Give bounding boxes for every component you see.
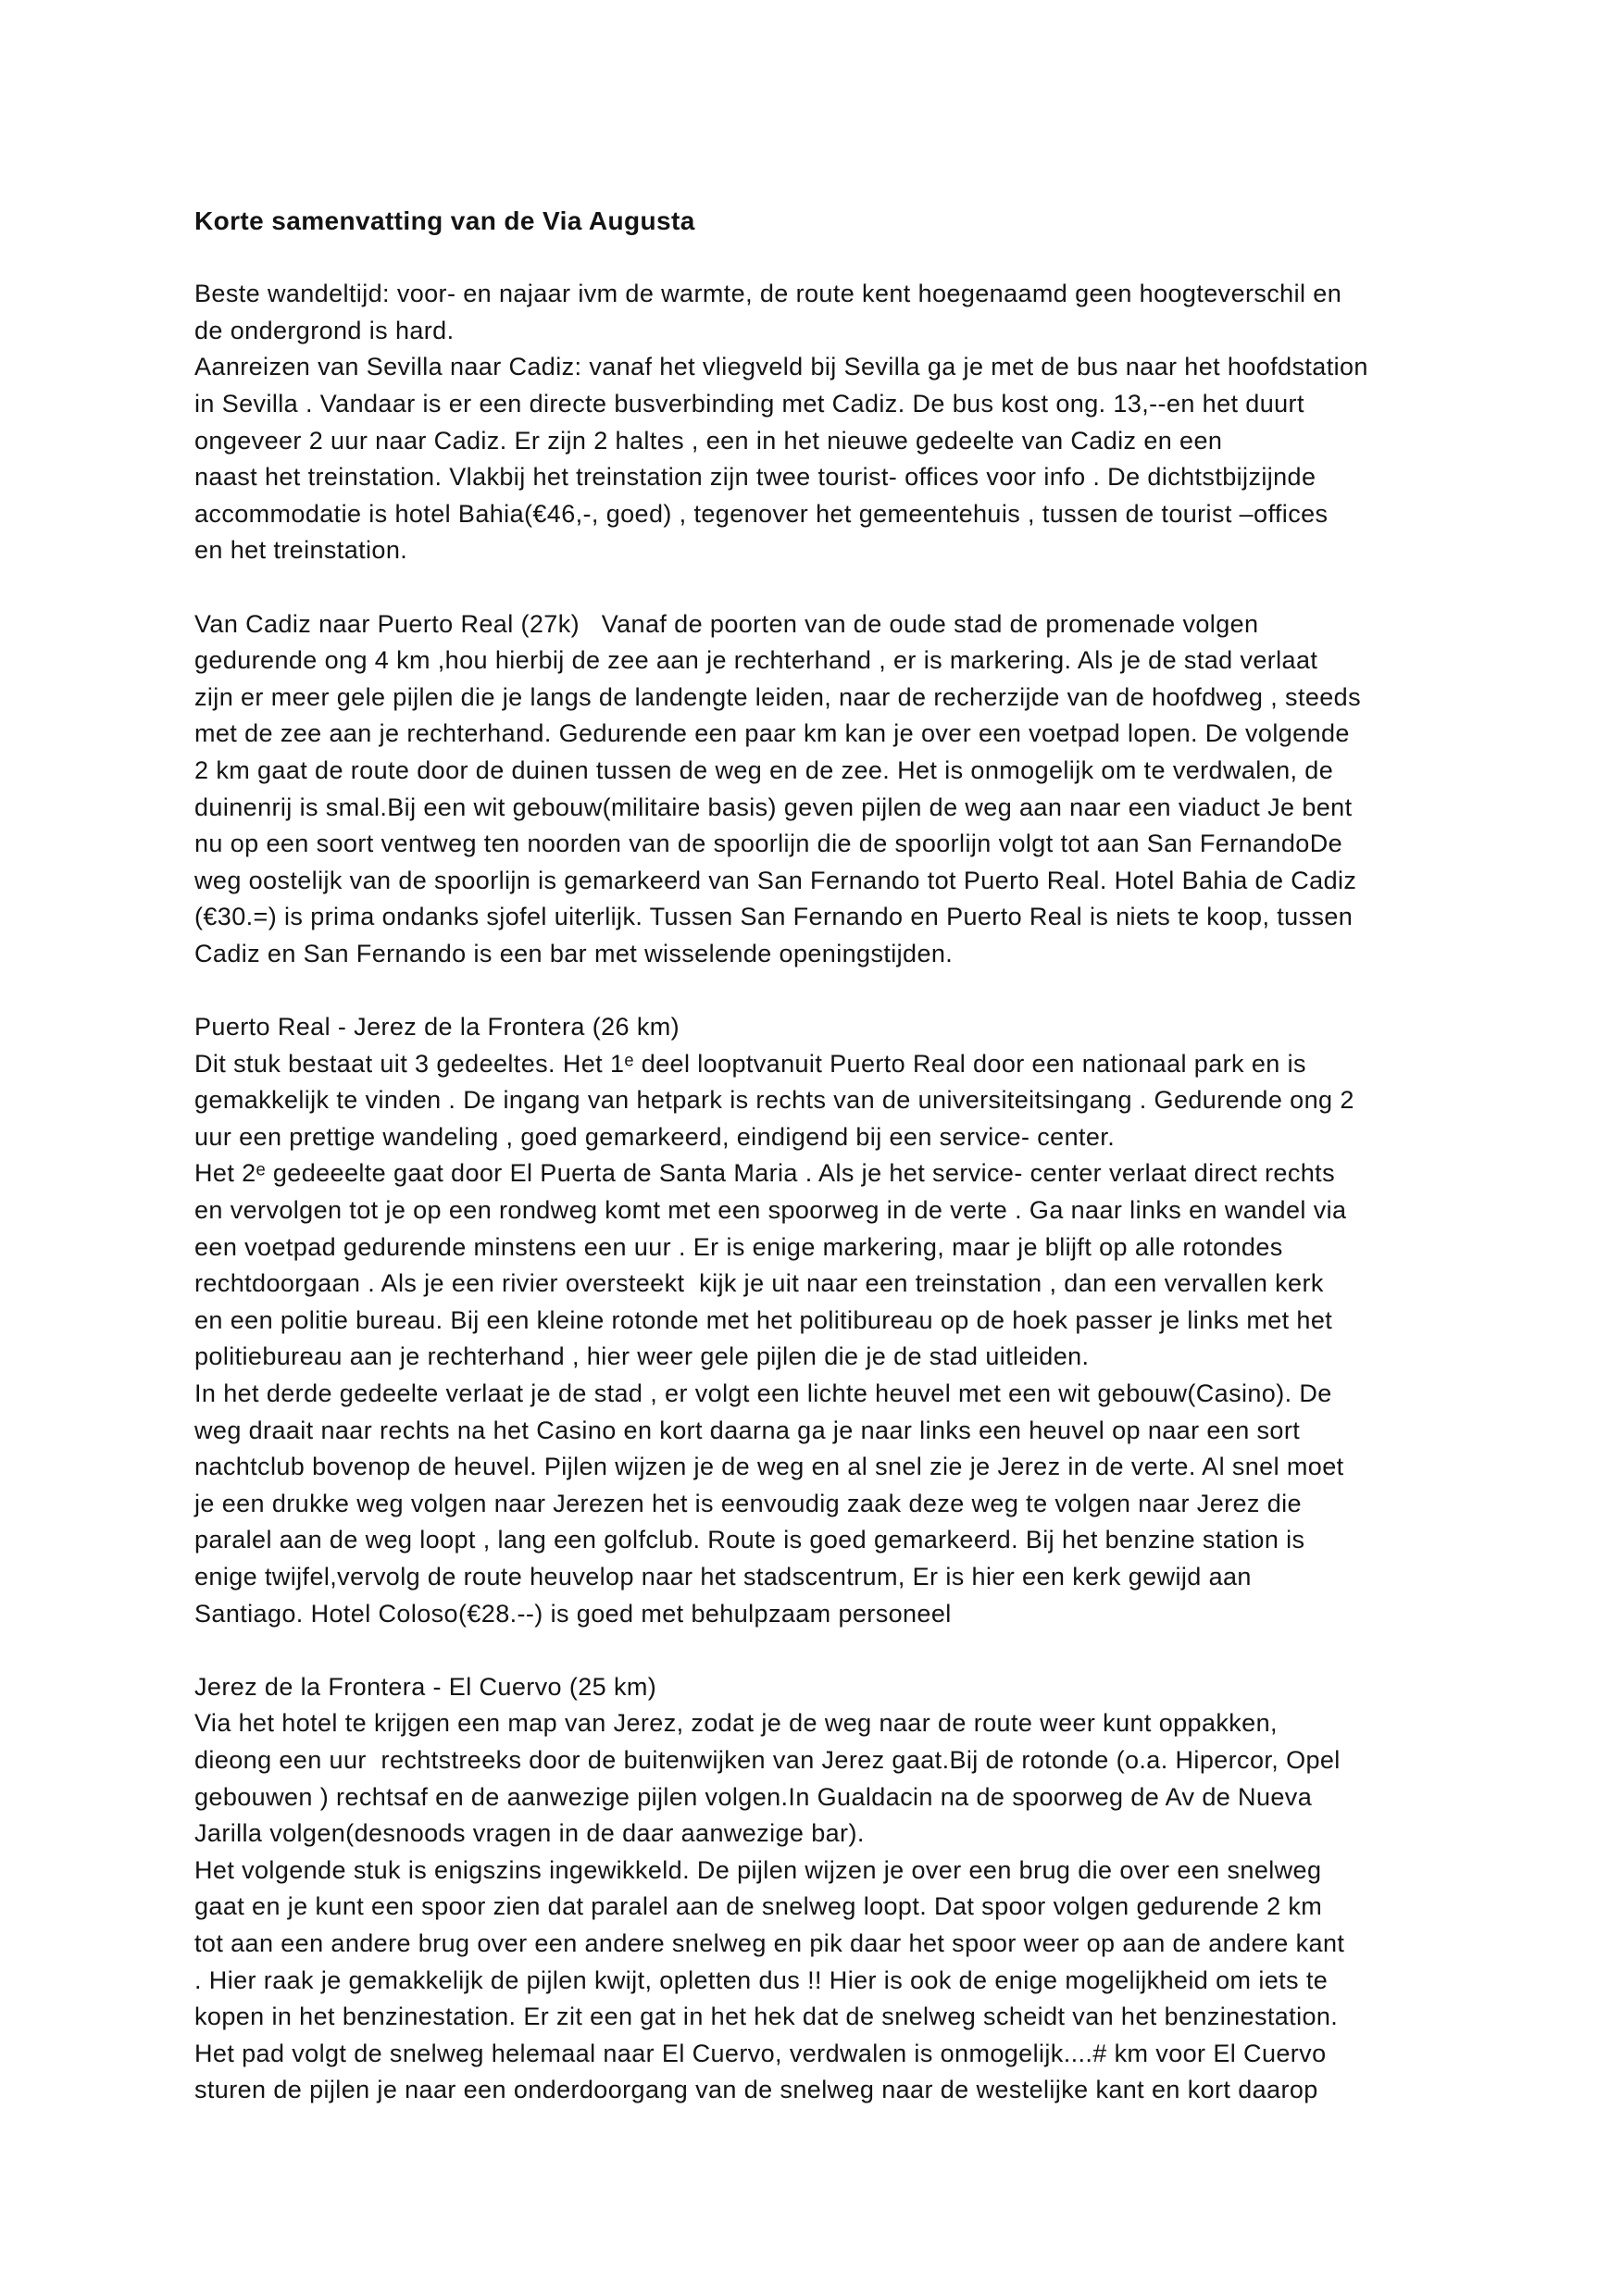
section-jerez-el-cuervo	[194, 1669, 1509, 2109]
text-line: Via het hotel te krijgen een map van Jerez, zodat je de weg naar de route weer kunt oppakken,	[194, 1709, 1278, 1738]
text-line: enige twijfel,vervolg de route heuvelop naar het stadscentrum, Er is hier een kerk gewijd aan	[194, 1562, 1252, 1591]
text-line: nu op een soort ventweg ten noorden van de spoorlijn die de spoorlijn volgt tot aan San FernandoDe	[194, 830, 1343, 858]
document-title: Korte samenvatting van de Via Augusta	[194, 206, 695, 235]
text-line: Het volgende stuk is enigszins ingewikkeld. De pijlen wijzen je over een brug die over een snelweg	[194, 1855, 1322, 1884]
text-line: Jarilla volgen(desnoods vragen in de daar aanwezige bar).	[194, 1819, 865, 1848]
text-line: nachtclub bovenop de heuvel. Pijlen wijzen je de weg en al snel zie je Jerez in de verte. Al snel moet	[194, 1453, 1344, 1481]
text-line: Beste wandeltijd: voor- en najaar ivm de warmte, de route kent hoegenaamd geen hoogteverschil en	[194, 280, 1342, 308]
text-line: duinenrij is smal.Bij een wit gebouw(militaire basis) geven pijlen de weg aan naar een viaduct Je bent	[194, 792, 1353, 821]
text-line: sturen de pijlen je naar een onderdoorgang van de snelweg naar de westelijke kant en kort daarop	[194, 2076, 1318, 2104]
text-line: zijn er meer gele pijlen die je langs de landengte leiden, naar de recherzijde van de hoofdweg , steeds	[194, 682, 1361, 711]
text-line: een voetpad gedurende minstens een uur . Er is enige markering, maar je blijft op alle rotondes	[194, 1232, 1283, 1261]
text-line: Puerto Real - Jerez de la Frontera (26 km)	[194, 1013, 680, 1042]
text-line: weg draait naar rechts na het Casino en kort daarna ga je naar links een heuvel op naar een sort	[194, 1416, 1301, 1444]
section-intro-aanreizen	[194, 276, 1509, 569]
text-line: dieong een uur rechtstreeks door de buitenwijken van Jerez gaat.Bij de rotonde (o.a. Hipercor, Opel	[194, 1745, 1341, 1774]
text-line: paralel aan de weg loopt , lang een golfclub. Route is goed gemarkeerd. Bij het benzine station is	[194, 1526, 1305, 1554]
text-line: uur een prettige wandeling , goed gemarkeerd, eindigend bij een service- center.	[194, 1122, 1116, 1151]
text-line: Aanreizen van Sevilla naar Cadiz: vanaf het vliegveld bij Sevilla ga je met de bus naar het hoofdstation	[194, 353, 1368, 381]
text-line: gebouwen ) rechtsaf en de aanwezige pijlen volgen.In Gualdacin na de spoorweg de Av de Nueva	[194, 1782, 1313, 1811]
text-line: Het 2ᵉ gedeeelte gaat door El Puerta de Santa Maria . Als je het service- center verlaat direct rechts	[194, 1159, 1335, 1188]
text-line: gemakkelijk te vinden . De ingang van hetpark is rechts van de universiteitsingang . Gedurende ong 2	[194, 1086, 1354, 1115]
text-line: 2 km gaat de route door de duinen tussen de weg en de zee. Het is onmogelijk om te verdwalen, de	[194, 755, 1334, 784]
section-van-cadiz-naar-puerto-real	[194, 606, 1509, 973]
text-line: Cadiz en San Fernando is een bar met wisselende openingstijden.	[194, 939, 954, 967]
section-puerto-real-jerez	[194, 1009, 1509, 1632]
text-line: je een drukke weg volgen naar Jerezen het is eenvoudig zaak deze weg te volgen naar Jerez die	[194, 1489, 1302, 1517]
text-line: Santiago. Hotel Coloso(€28.--) is goed met behulpzaam personeel	[194, 1599, 952, 1628]
text-line: de ondergrond is hard.	[194, 316, 455, 344]
text-line: tot aan een andere brug over een andere snelweg en pik daar het spoor weer op aan de andere kant	[194, 1928, 1345, 1957]
text-line: Het pad volgt de snelweg helemaal naar El Cuervo, verdwalen is onmogelijk....# km voor El Cuervo	[194, 2039, 1327, 2067]
text-line: Jerez de la Frontera - El Cuervo (25 km)	[194, 1672, 657, 1701]
text-line: in Sevilla . Vandaar is er een directe busverbinding met Cadiz. De bus kost ong. 13,--en het duurt	[194, 389, 1304, 418]
text-line: politiebureau aan je rechterhand , hier weer gele pijlen die je de stad uitleiden.	[194, 1342, 1090, 1371]
text-line: rechtdoorgaan . Als je een rivier oversteekt kijk je uit naar een treinstation , dan een vervallen kerk	[194, 1269, 1324, 1298]
text-line: gedurende ong 4 km ,hou hierbij de zee aan je rechterhand , er is markering. Als je de stad verlaat	[194, 646, 1318, 675]
text-line: ongeveer 2 uur naar Cadiz. Er zijn 2 haltes , een in het nieuwe gedeelte van Cadiz en een	[194, 426, 1223, 455]
document-page	[194, 203, 1509, 2109]
text-line: In het derde gedeelte verlaat je de stad , er volgt een lichte heuvel met een wit gebouw(Casino). De	[194, 1379, 1332, 1407]
text-line: accommodatie is hotel Bahia(€46,-, goed) , tegenover het gemeentehuis , tussen de tourist –offices	[194, 499, 1329, 528]
text-line: gaat en je kunt een spoor zien dat paralel aan de snelweg loopt. Dat spoor volgen gedurende 2 km	[194, 1892, 1323, 1921]
text-line: en een politie bureau. Bij een kleine rotonde met het politibureau op de hoek passer je links met het	[194, 1305, 1333, 1334]
text-line: naast het treinstation. Vlakbij het treinstation zijn twee tourist- offices voor info . De dichtstbijzijnde	[194, 463, 1316, 492]
text-line: . Hier raak je gemakkelijk de pijlen kwijt, opletten dus !! Hier is ook de enige mogelijkheid om iets te	[194, 1965, 1329, 1994]
text-line: weg oostelijk van de spoorlijn is gemarkeerd van San Fernando tot Puerto Real. Hotel Bahia de Cadiz	[194, 866, 1357, 894]
text-line: en het treinstation.	[194, 536, 408, 565]
text-line: en vervolgen tot je op een rondweg komt met een spoorweg in de verte . Ga naar links en wandel via	[194, 1196, 1347, 1225]
text-line: kopen in het benzinestation. Er zit een gat in het hek dat de snelweg scheidt van het benzinestation.	[194, 2003, 1339, 2031]
text-line: met de zee aan je rechterhand. Gedurende een paar km kan je over een voetpad lopen. De volgende	[194, 719, 1350, 748]
text-line: (€30.=) is prima ondanks sjofel uiterlijk. Tussen San Fernando en Puerto Real is niets te koop, tussen	[194, 903, 1354, 931]
text-line: Van Cadiz naar Puerto Real (27k) Vanaf de poorten van de oude stad de promenade volgen	[194, 609, 1259, 638]
text-line: Dit stuk bestaat uit 3 gedeeltes. Het 1ᵉ deel looptvanuit Puerto Real door een nationaal park en is	[194, 1049, 1306, 1078]
